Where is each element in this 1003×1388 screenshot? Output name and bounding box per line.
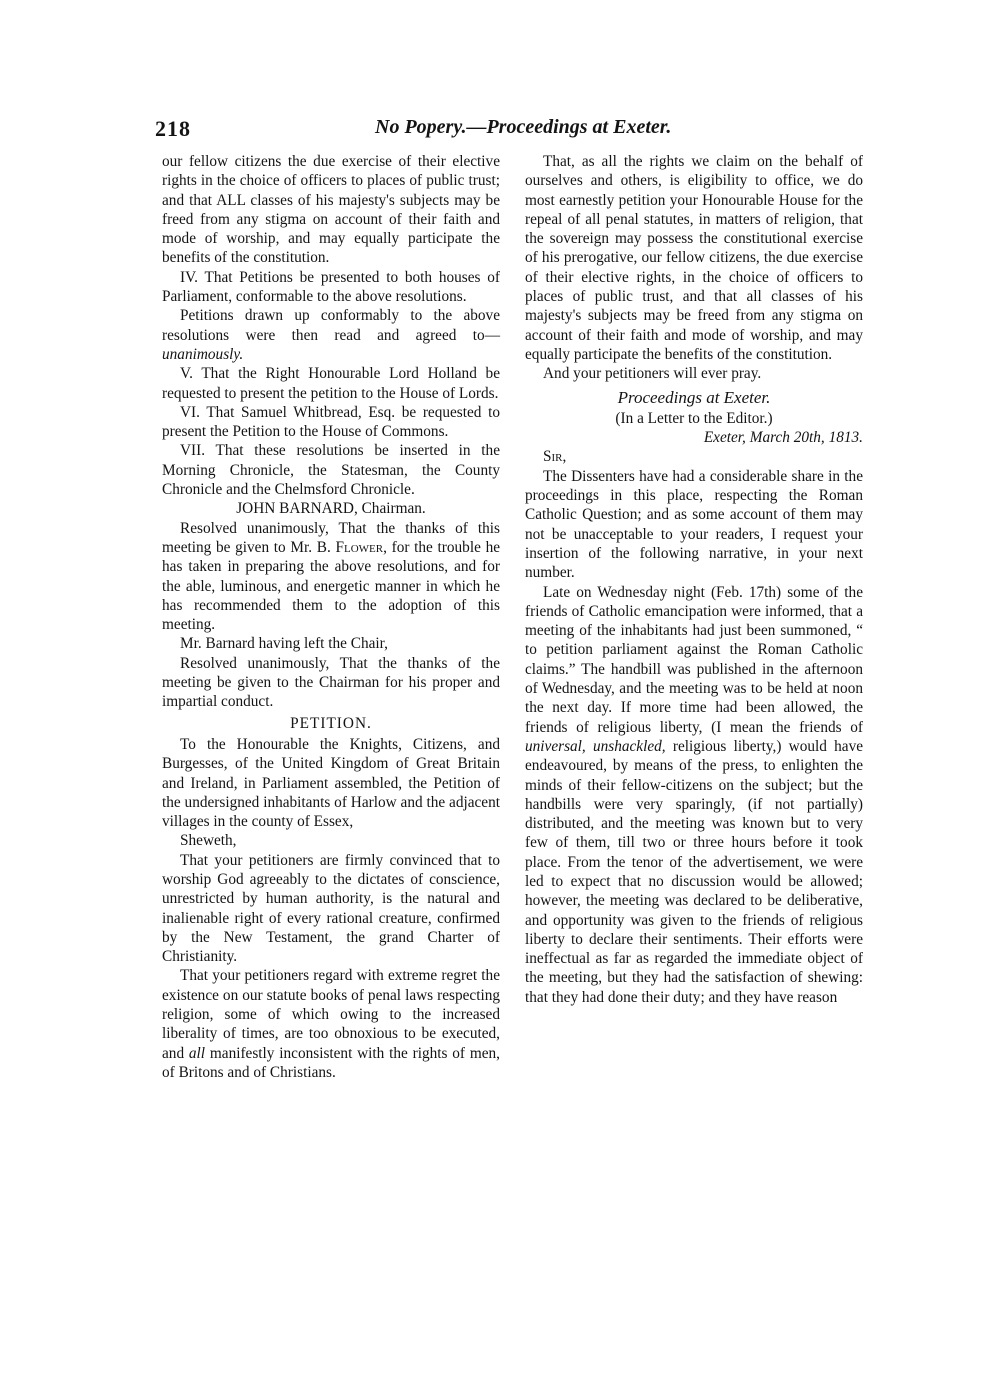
paragraph: Resolved unanimously, That the thanks of this meeting be given to Mr. B. Flower, for the trouble he has taken in preparing the above resolutions, and for the able, luminous, and energetic manner in which he has recommended them to the adoption of this meeting.: [162, 519, 501, 634]
right-column: [525, 152, 863, 1007]
paragraph: To the Honourable the Knights, Citizens, and Burgesses, of the United Kingdom of Great Britain and Ireland, in Parliament assembled, the Petition of the undersigned inhabitants of Harlow and the adjacent villages in the county of Essex,: [162, 735, 500, 831]
resolution-iv: IV. That Petitions be presented to both houses of Parliament, conformable to the above resolutions.: [162, 268, 500, 306]
petition-heading: PETITION.: [290, 714, 372, 732]
paragraph: Mr. Barnard having left the Chair,: [180, 635, 388, 653]
page-header: [155, 116, 855, 148]
running-title: No Popery.—Proceedings at Exeter.: [375, 116, 672, 138]
section-title: Proceedings at Exeter.: [617, 387, 771, 407]
section-subtitle: (In a Letter to the Editor.): [615, 409, 773, 427]
dateline: Exeter, March 20th, 1813.: [703, 429, 863, 447]
paragraph: Petitions drawn up conformably to the above resolutions were then read and agreed to—unanimously.: [162, 307, 500, 363]
left-column: [162, 152, 500, 1082]
paragraph: Sheweth,: [180, 832, 237, 850]
paragraph: our fellow citizens the due exercise of their elective rights in the choice of officers to places of public trust; and that ALL classes of his majesty's subjects may be freed from any stigma on account of their faith and mode of worship, and may equally participate the benefits of the constitution.: [162, 153, 500, 267]
resolution-v: V. That the Right Honourable Lord Holland be requested to present the petition to the House of Lords.: [162, 365, 500, 402]
paragraph: That your petitioners regard with extreme regret the existence on our statute books of penal laws respecting religion, some of which owing to the increased liberality of times, are too obnoxious to be executed, and all manifestly inconsistent with the rights of men, of Britons and of Christians.: [162, 967, 500, 1081]
chairman-signature: JOHN BARNARD, Chairman.: [236, 500, 426, 518]
paragraph: That your petitioners are firmly convinced that to worship God agreeably to the dictates of conscience, unrestricted by human authority, is the natural and inalienable right of every rational creature, confirmed by the New Testament, the grand Charter of Christianity.: [162, 851, 500, 966]
page-number: 218: [155, 116, 191, 141]
paragraph: That, as all the rights we claim on the behalf of ourselves and others, is eligibility to office, we do most earnestly petition your Honourable House for the repeal of all penal statutes, in matters of religion, that the sovereign may possess the constitutional exercise of his prerogative, our fellow citizens, the due exercise of their elective rights, in the choice of officers to places of public trust, and that all classes of his majesty's subjects may be freed from any stigma on account of their faith and mode of worship, and may equally participate the benefits of the constitution.: [525, 153, 863, 363]
paragraph: And your petitioners will ever pray.: [543, 365, 762, 383]
paragraph: Late on Wednesday night (Feb. 17th) some of the friends of Catholic emancipation were informed, that a meeting of the inhabitants had just been summoned, “ to petition parliament against the Roman Catholic claims.” The handbill was published in the afternoon of Wednesday, and the meeting was to be held at noon the next day. If more time had been allowed, the friends of religious liberty, (I mean the friends of universal, unshackled, religious liberty,) would have endeavoured, by means of the press, to enlighten the minds of their fellow-citizens on the subject; but the handbills were very sparingly, (if not partially) distributed, and the meeting was known but to very few of them, till two or three hours before it took place. From the tenor of the advertisement, we were led to expect that no discussion would be allowed; however, the meeting was declared to be deliberative, and opportunity was given to the friends of religious liberty to declare their sentiments. Their efforts were ineffectual as far as regarded the immediate object of the meeting, but they had the satisfaction of shewing: that they had done their duty; and they have reason: [525, 583, 864, 1006]
paragraph: Resolved unanimously, That the thanks of the meeting be given to the Chairman for his proper and impartial conduct.: [162, 654, 500, 711]
paragraph: The Dissenters have had a considerable share in the proceedings in this place, respecting the Roman Catholic Question; and as some account of them may not be unacceptable to your readers, I request your insertion of the following narrative, in your next number.: [525, 467, 863, 582]
salutation: Sir,: [543, 448, 567, 466]
resolution-vii: VII. That these resolutions be inserted in the Morning Chronicle, the Statesman, the County Chronicle and the Chelmsford Chronicle.: [162, 442, 500, 499]
resolution-vi: VI. That Samuel Whitbread, Esq. be requested to present the Petition to the House of Commons.: [162, 403, 500, 441]
